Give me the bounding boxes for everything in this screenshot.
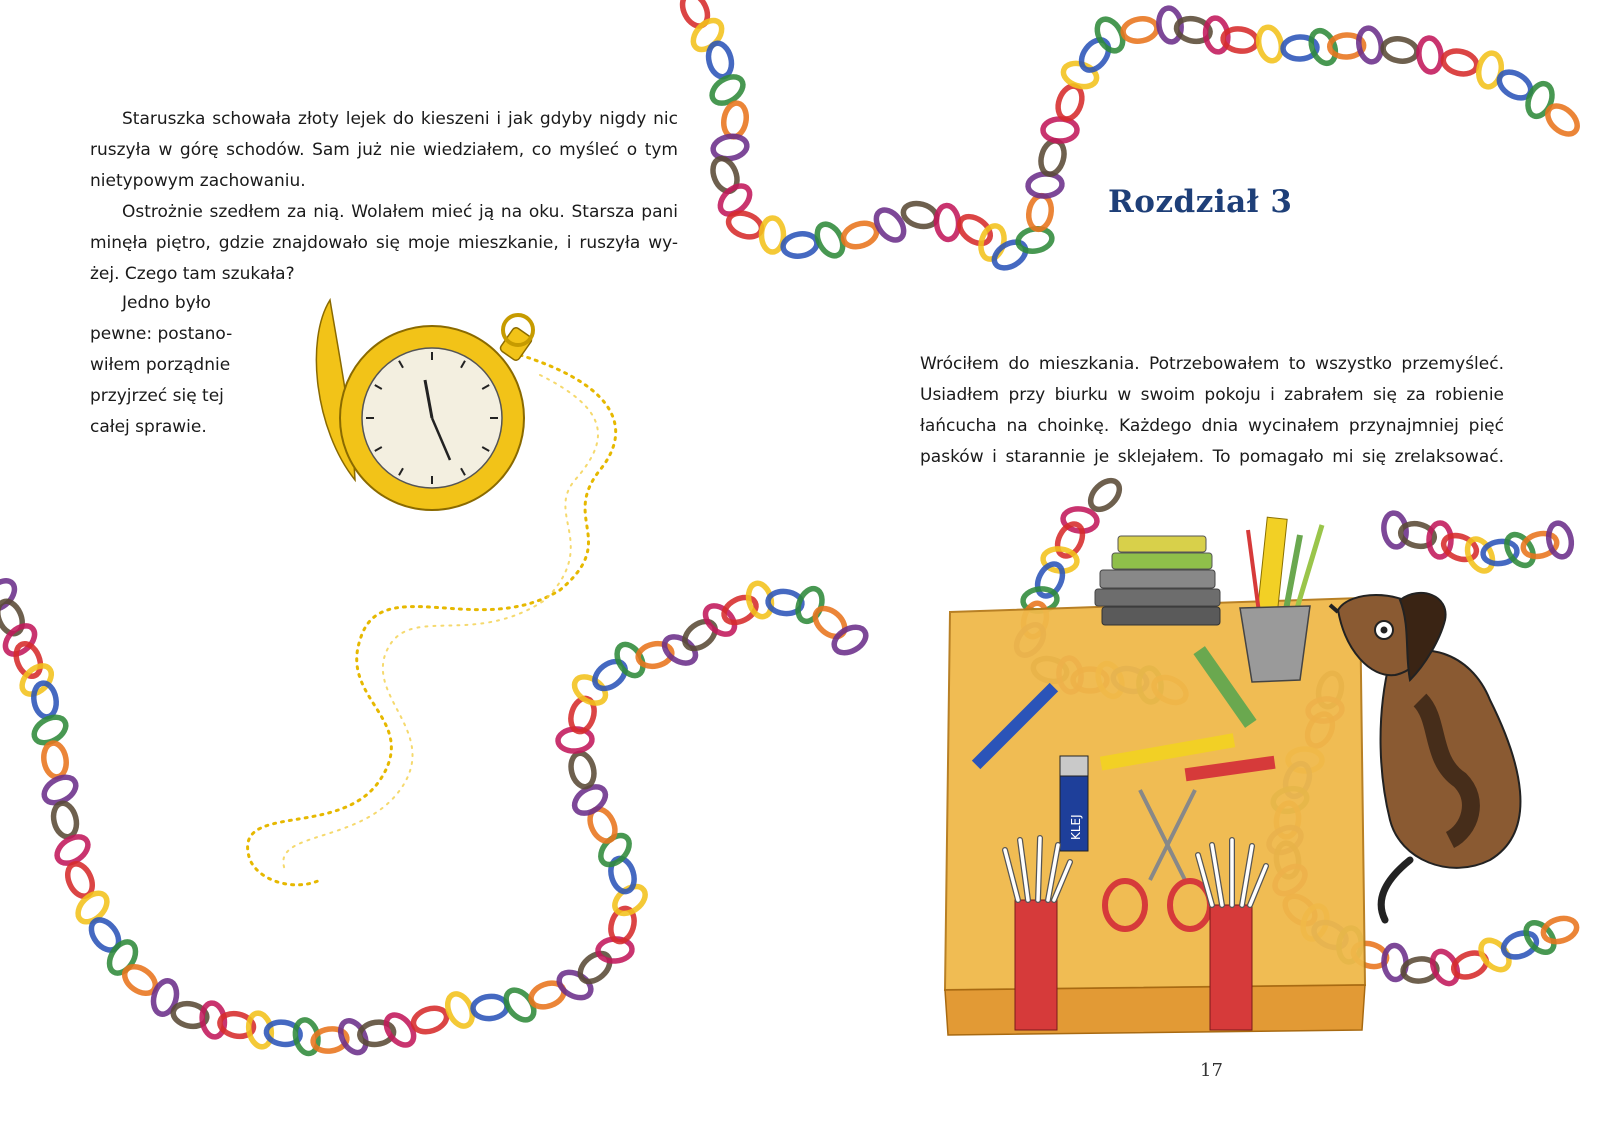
chain-link — [1428, 947, 1463, 987]
text-line: pewne: postano- — [90, 324, 233, 344]
book-stack — [1095, 536, 1220, 625]
chapter-title: Rozdział 3 — [1108, 184, 1293, 220]
text-line: łańcucha na choinkę. Każdego dnia wycinałem przynajmniej pięć — [920, 416, 1504, 436]
chain-link — [794, 585, 827, 625]
glue-stick — [1060, 756, 1088, 851]
text-line: minęła piętro, gdzie znajdowało się moje mieszkanie, i ruszyła wy- — [90, 233, 678, 253]
chain-link — [575, 948, 615, 987]
chain-link — [990, 237, 1030, 273]
chain-link — [1076, 35, 1114, 75]
chain-link — [1027, 173, 1063, 198]
text-line: Staruszka schowała złoty lejek do kieszeni i jak gdyby nigdy nic — [122, 109, 678, 129]
chain-link — [410, 1004, 449, 1036]
pocket-watch-illustration — [248, 300, 616, 885]
glue-label: KLEJ — [1069, 814, 1083, 840]
chain-link — [705, 41, 735, 79]
chain-link — [1381, 36, 1418, 63]
chain-link — [1037, 138, 1067, 177]
desk-edge — [945, 985, 1365, 1035]
chain-link — [336, 1017, 371, 1057]
text-line: pasków i starannie je sklejałem. To pomagało mi się zrelaksować. — [920, 447, 1504, 467]
text-line: Jedno było — [122, 293, 211, 313]
chain-link — [246, 1011, 275, 1049]
chain-link — [1356, 26, 1384, 63]
desk-scene-illustration — [945, 517, 1365, 1035]
text-line: przyjrzeć się tej — [90, 386, 224, 406]
paragraph-1 — [90, 104, 678, 197]
chain-link — [762, 218, 784, 252]
chain-link — [1033, 560, 1068, 600]
text-line: nietypowym zachowaniu. — [90, 171, 306, 191]
dog-tail — [1381, 860, 1410, 920]
paragraph-2 — [90, 197, 678, 290]
chain-link — [1417, 37, 1442, 73]
chain-link — [50, 801, 80, 839]
chain-link — [840, 219, 879, 251]
chain-link — [1026, 194, 1054, 231]
text-line: Wróciłem do mieszkania. Potrzebowałem to wszystko przemyśleć. — [920, 354, 1504, 374]
chain-link — [1440, 531, 1480, 564]
chain-link — [678, 0, 713, 30]
chain-link — [1307, 27, 1340, 67]
chain-link — [721, 101, 749, 138]
chain-link — [810, 603, 850, 642]
chain-link — [41, 741, 68, 778]
chain-link — [1121, 16, 1158, 43]
text-line: Usiadłem przy biurku w swoim pokoju i zabrałem się za robienie — [920, 385, 1504, 405]
chain-link — [472, 995, 508, 1020]
text-line: Ostrożnie szedłem za nią. Wolałem mieć ją na oku. Starsza pani — [122, 202, 678, 222]
paragraph-4 — [920, 349, 1504, 473]
text-line: całej sprawie. — [90, 417, 207, 437]
chain-link — [1043, 119, 1077, 141]
text-line: wiłem porządnie — [90, 355, 231, 375]
chain-link — [568, 751, 598, 789]
chain-link — [935, 205, 960, 241]
chain-link — [1542, 100, 1582, 139]
paragraph-3 — [90, 288, 250, 443]
chain-link — [590, 656, 630, 694]
chain-link — [1256, 25, 1285, 63]
chain-link — [830, 622, 870, 658]
page-number: 17 — [1200, 1060, 1223, 1081]
chain-link — [1441, 48, 1479, 78]
chain-link — [1085, 475, 1125, 515]
chain-link — [901, 200, 940, 230]
chain-link — [1541, 915, 1580, 945]
text-line: ruszyła w górę schodów. Sam już nie wiedziałem, co myśleć o tym — [90, 140, 678, 160]
chain-link — [680, 616, 720, 654]
chain-link — [0, 620, 40, 659]
text-line: żej. Czego tam szukała? — [90, 264, 295, 284]
chain-link — [781, 231, 818, 258]
